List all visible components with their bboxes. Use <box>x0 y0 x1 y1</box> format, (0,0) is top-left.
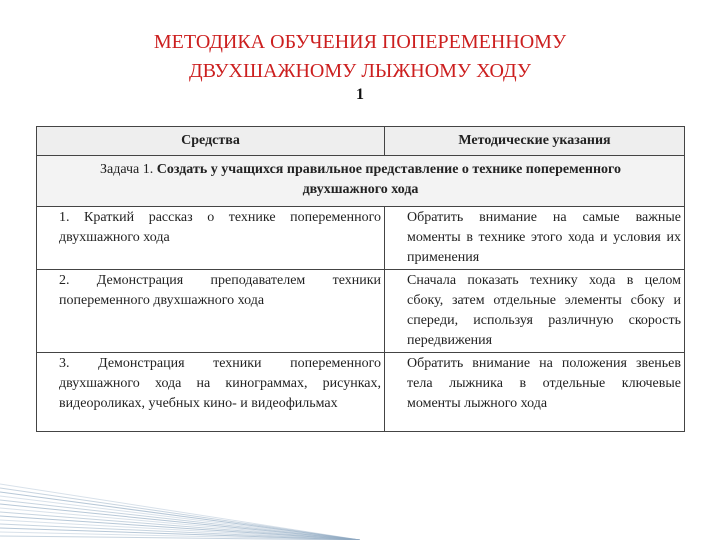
table-row <box>37 270 685 353</box>
guidance-cell: Сначала показать технику хода в целом сбоку, затем отдельные элементы сбоку и спереди, используя различную скорость передвижения <box>385 270 685 353</box>
table-row <box>37 207 685 270</box>
decorative-lines <box>0 450 360 540</box>
table-header-row <box>37 127 685 156</box>
slide-title-line-2: ДВУХШАЖНОМУ ЛЫЖНОМУ ХОДУ <box>188 60 531 82</box>
guidance-cell: Обратить внимание на положения звеньев тела лыжника в отдельные ключевые моменты лыжного хода <box>385 353 685 432</box>
table-row <box>37 353 685 432</box>
task-cell <box>37 156 685 207</box>
guidance-cell: Обратить внимание на самые важные моменты в технике этого хода и условия их применения <box>385 207 685 270</box>
slide-number: 1 <box>356 86 364 103</box>
means-cell: 3. Демонстрация техники попеременного двухшажного хода на кинограммах, рисунках, видеороликах, учебных кино- и видеофильмах <box>37 353 385 432</box>
task-row <box>37 156 685 207</box>
task-text: Создать у учащихся правильное представление о технике попеременного двухшажного хода <box>156 162 622 197</box>
slide-title <box>0 28 720 86</box>
header-means: Средства <box>37 127 385 156</box>
decorative-line <box>0 508 360 540</box>
methodology-table <box>36 126 685 432</box>
slide-title-line-1: МЕТОДИКА ОБУЧЕНИЯ ПОПЕРЕМЕННОМУ <box>153 31 567 53</box>
decorative-line <box>0 504 360 540</box>
header-guidance: Методические указания <box>385 127 685 156</box>
means-cell: 2. Демонстрация преподавателем техники попеременного двухшажного хода <box>37 270 385 353</box>
task-prefix: Задача 1. <box>99 162 157 177</box>
means-cell: 1. Краткий рассказ о технике попеременного двухшажного хода <box>37 207 385 270</box>
